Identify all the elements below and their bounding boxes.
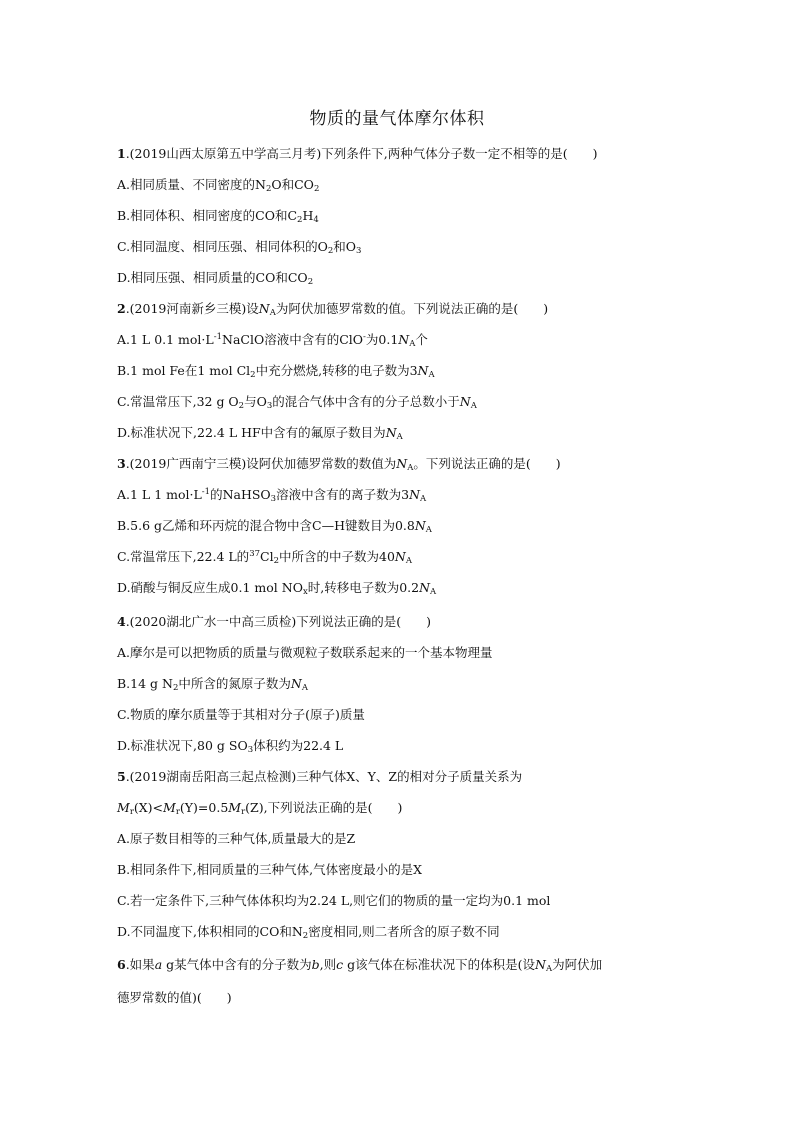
question-4-option-b: B.14 g $N_2$中所含的氮原子数为$N_A$ <box>117 676 308 693</box>
question-4-option-a: A.摩尔是可以把物质的质量与微观粒子数联系起来的一个基本物理量 <box>117 645 493 660</box>
question-2-option-b: B.1 mol Fe在1 mol $Cl_2$中充分燃烧,转移的电子数为$3N_A$ <box>117 363 435 380</box>
question-1-option-a: A.相同质量、不同密度的$N_2O$和$CO_2$ <box>117 177 320 194</box>
question-1-option-b: B.相同体积、相同密度的CO和$C_2H_4$ <box>117 208 319 225</box>
question-5-option-d: D.不同温度下,体积相同的CO和$N_2$密度相同,则二者所含的原子数不同 <box>117 924 500 941</box>
question-1-option-d: D.相同压强、相同质量的CO和$CO_2$ <box>117 270 314 287</box>
question-3-option-c: C.常温常压下,22.4 L的$^{37}Cl_2$中所含的中子数为$40N_A$ <box>117 549 412 566</box>
question-3-option-a: A.1 L 1 $mol\cdot L^{-1}$的NaHSO$_3$溶液中含有的离子数为$3N_A$ <box>117 487 427 504</box>
question-4-option-d: D.标准状况下,80 g $SO_3$体积约为22.4 L <box>117 738 344 755</box>
question-4-stem: 4.(2020湖北广水一中高三质检)下列说法正确的是( ) <box>117 614 431 629</box>
question-1-option-c: C.相同温度、相同压强、相同体积的$O_2$和$O_3$ <box>117 239 362 256</box>
question-6-stem-line2: 德罗常数的值)( ) <box>117 990 232 1005</box>
question-2-option-d: D.标准状况下,22.4 L HF中含有的氟原子数目为$N_A$ <box>117 425 403 442</box>
question-2-stem: 2.(2019河南新乡三模)设$N_A$为阿伏加德罗常数的值。下列说法正确的是( ) <box>117 301 549 318</box>
question-5-option-b: B.相同条件下,相同质量的三种气体,气体密度最小的是X <box>117 862 423 877</box>
question-2-option-c: C.常温常压下,32 g $O_2$与$O_3$的混合气体中含有的分子总数小于$N_A$ <box>117 394 477 411</box>
question-3-stem: 3.(2019广西南宁三模)设阿伏加德罗常数的数值为$N_A$。下列说法正确的是( ) <box>117 456 561 473</box>
question-5-option-c: C.若一定条件下,三种气体体积均为2.24 L,则它们的物质的量一定均为0.1 mol <box>117 893 551 908</box>
question-3-option-d: D.硝酸与铜反应生成0.1 mol $NO_x$时,转移电子数为$0.2N_A$ <box>117 580 437 597</box>
question-1-stem: 1.(2019山西太原第五中学高三月考)下列条件下,两种气体分子数一定不相等的是( ) <box>117 146 598 161</box>
page-title: 物质的量气体摩尔体积 <box>309 109 485 129</box>
question-3-option-b: B.5.6 g乙烯和环丙烷的混合物中含C—H键数目为$0.8N_A$ <box>117 518 432 535</box>
question-5-option-a: A.原子数目相等的三种气体,质量最大的是Z <box>117 831 356 846</box>
question-4-option-c: C.物质的摩尔质量等于其相对分子(原子)质量 <box>117 707 365 722</box>
question-2-option-a: A.1 L 0.1 $mol\cdot L^{-1}NaClO$溶液中含有的ClO-为$0.1N_A$个 <box>117 332 428 349</box>
question-6-stem-line1: 6.如果a g某气体中含有的分子数为b,则c g该气体在标准状况下的体积是(设$N_A$为阿伏加 <box>117 957 603 974</box>
question-5-stem-line2: $M_r(X)<M_r(Y)=0.5M_r(Z)$,下列说法正确的是( ) <box>117 800 403 817</box>
question-5-stem-line1: 5.(2019湖南岳阳高三起点检测)三种气体X、Y、Z的相对分子质量关系为 <box>117 769 523 784</box>
